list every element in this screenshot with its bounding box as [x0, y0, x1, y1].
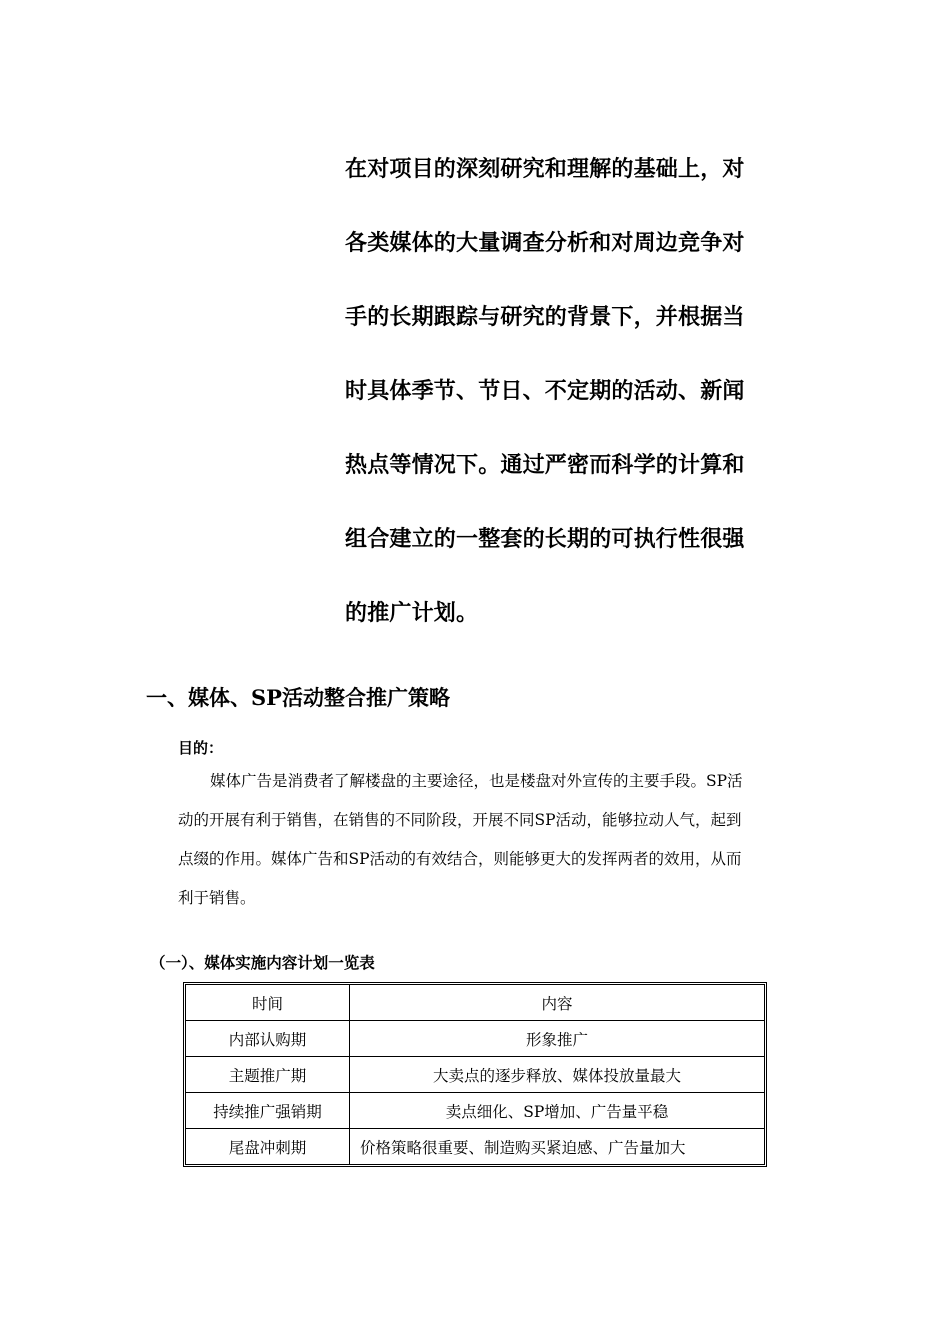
header-time: 时间 — [186, 985, 350, 1021]
cell-content: 形象推广 — [350, 1021, 765, 1057]
intro-line: 时具体季节、节日、不定期的活动、新闻 — [345, 378, 745, 404]
table-row — [186, 1057, 764, 1093]
cell-content: 卖点细化、SP增加、广告量平稳 — [350, 1093, 765, 1129]
intro-paragraph — [345, 132, 775, 650]
intro-line: 在对项目的深刻研究和理解的基础上，对 — [345, 156, 745, 182]
purpose-line: 利于销售。 — [178, 889, 256, 907]
table-row — [186, 1129, 764, 1165]
intro-line: 各类媒体的大量调查分析和对周边竞争对 — [345, 230, 745, 256]
header-content: 内容 — [350, 985, 765, 1021]
cell-period: 尾盘冲刺期 — [186, 1129, 350, 1165]
table-title: （一）、媒体实施内容计划一览表 — [150, 953, 375, 972]
media-plan-table — [183, 982, 767, 1167]
purpose-paragraph — [178, 762, 798, 918]
cell-content: 大卖点的逐步释放、媒体投放量最大 — [350, 1057, 765, 1093]
cell-content: 价格策略很重要、制造购买紧迫感、广告量加大 — [350, 1129, 765, 1165]
intro-line: 的推广计划。 — [345, 600, 479, 626]
section-heading: 一、媒体、SP活动整合推广策略 — [146, 685, 450, 710]
purpose-line: 点缀的作用。媒体广告和SP活动的有效结合，则能够更大的发挥两者的效用，从而 — [178, 850, 742, 868]
purpose-line: 媒体广告是消费者了解楼盘的主要途径，也是楼盘对外宣传的主要手段。SP活 — [210, 772, 743, 790]
table-row — [186, 1021, 764, 1057]
purpose-label: 目的： — [178, 739, 224, 757]
cell-period: 持续推广强销期 — [186, 1093, 350, 1129]
table-row — [186, 1093, 764, 1129]
intro-line: 热点等情况下。通过严密而科学的计算和 — [345, 452, 745, 478]
cell-period: 主题推广期 — [186, 1057, 350, 1093]
intro-line: 手的长期跟踪与研究的背景下，并根据当 — [345, 304, 745, 330]
cell-period: 内部认购期 — [186, 1021, 350, 1057]
purpose-line: 动的开展有利于销售，在销售的不同阶段，开展不同SP活动，能够拉动人气，起到 — [178, 811, 742, 829]
table-header-row — [186, 985, 764, 1021]
intro-line: 组合建立的一整套的长期的可执行性很强 — [345, 526, 745, 552]
